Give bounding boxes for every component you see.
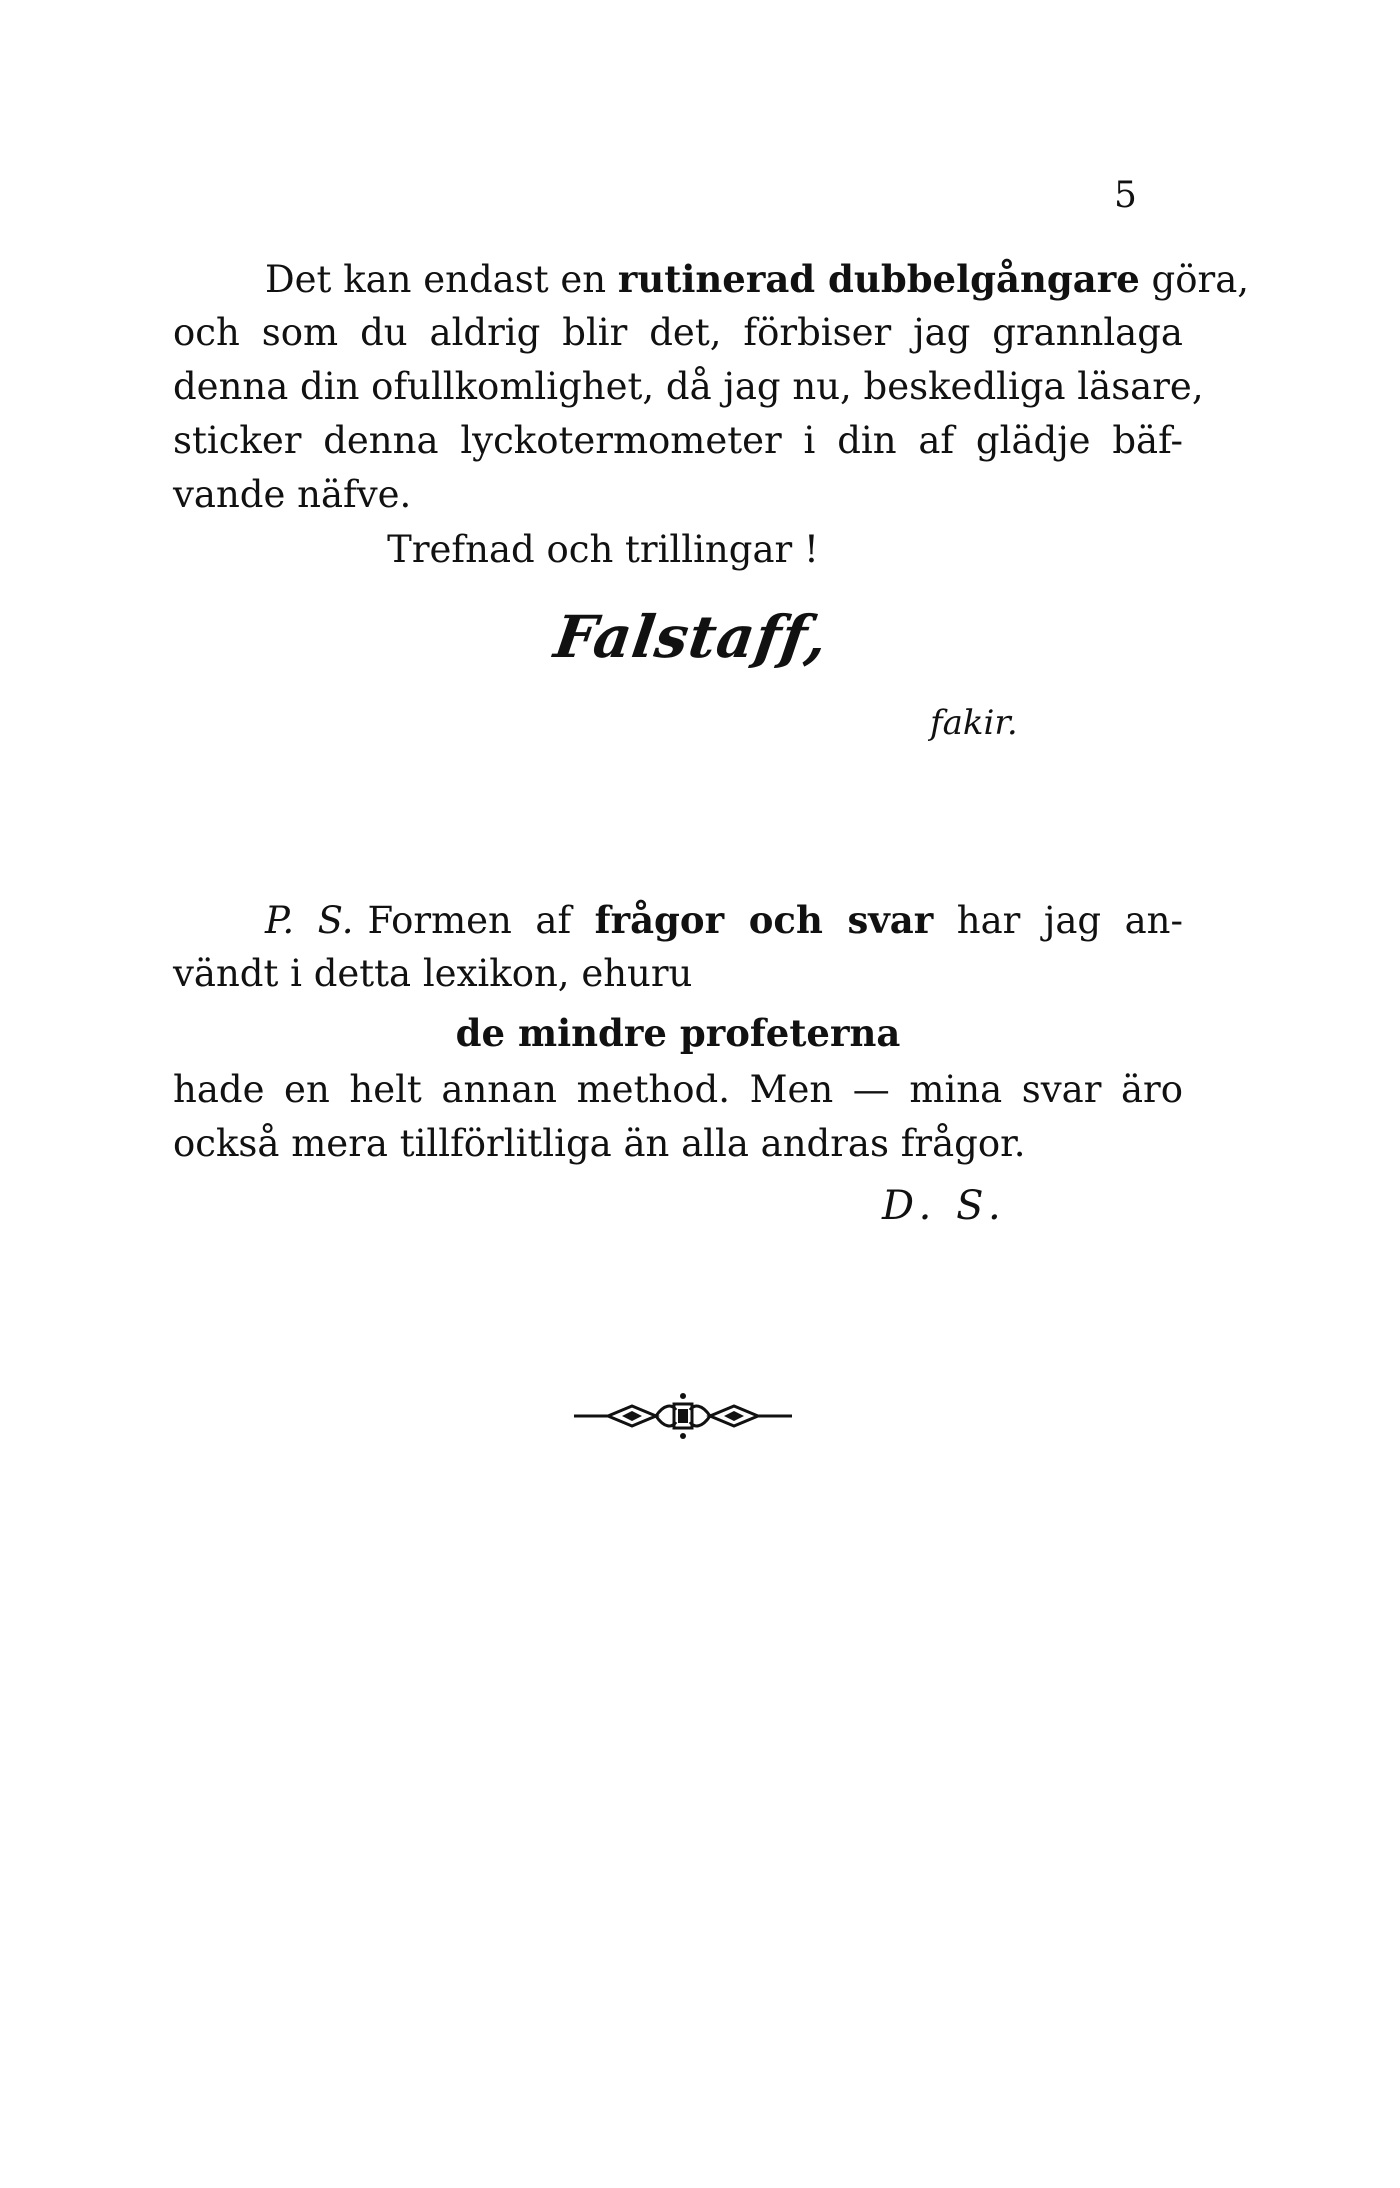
paragraph-line: vändt i detta lexikon, ehuru: [173, 952, 693, 995]
page-number: 5: [1114, 175, 1137, 216]
postscript-continuation: [173, 1063, 1183, 1171]
paragraph-intro: [173, 252, 1250, 522]
paragraph-line: [173, 893, 1183, 947]
paragraph-line: också mera tillförlitliga än alla andras frågor.: [173, 1122, 1026, 1165]
paragraph-line: denna din ofullkomlighet, då jag nu, beskedliga läsare,: [173, 365, 1204, 408]
decorative-ornament-icon: [572, 1390, 794, 1442]
paragraph-line: och som du aldrig blir det, förbiser jag grannlaga: [173, 311, 1183, 354]
signature-role: fakir.: [930, 703, 1018, 743]
line-text: Formen af: [367, 899, 595, 942]
line-text: göra,: [1139, 258, 1250, 301]
paragraph-line: hade en helt annan method. Men — mina svar äro: [173, 1068, 1183, 1111]
closing-greeting: Trefnad och trillingar !: [387, 528, 819, 571]
centered-heading: de mindre profeterna: [455, 1011, 901, 1055]
paragraph-line: [173, 252, 1250, 306]
line-text: har jag an-: [933, 899, 1183, 942]
postscript-label: P. S.: [265, 899, 354, 942]
signature-ds: D. S.: [882, 1183, 1007, 1229]
line-text: Det kan endast en: [265, 258, 618, 301]
emphasis-text: frågor och svar: [594, 898, 934, 942]
paragraph-line: sticker denna lyckotermometer i din af glädje bäf-: [173, 419, 1183, 462]
emphasis-text: rutinerad dubbelgångare: [617, 257, 1140, 301]
paragraph-line: vande näfve.: [173, 473, 412, 516]
signature-falstaff: Falstaff,: [550, 603, 833, 671]
postscript-paragraph: [173, 893, 1183, 1001]
